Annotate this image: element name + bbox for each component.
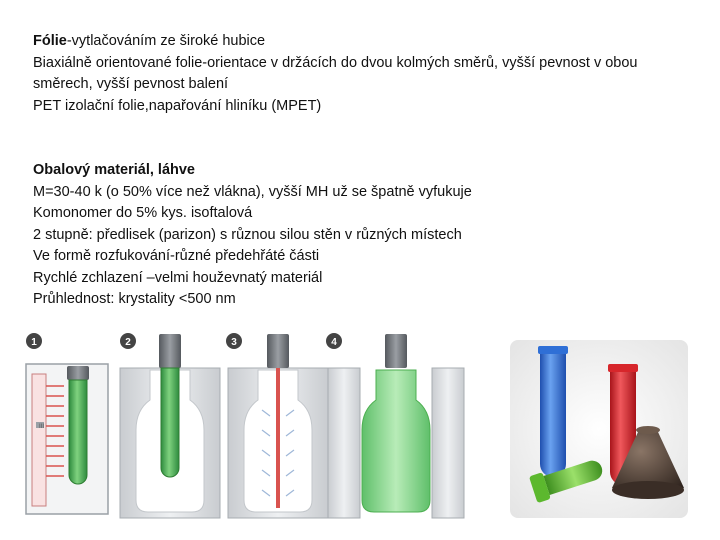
bottle-line-3: 2 stupně: předlisek (parizon) s různou silou stěn v různých místech — [33, 226, 462, 243]
step-4-label: 4 — [331, 337, 337, 348]
step-4-finished-bottle — [326, 333, 464, 518]
step-2-mold-closing — [120, 333, 220, 518]
film-line-1 — [33, 31, 693, 53]
bottle-line-4: Ve formě rozfukování-různé předehřáté části — [33, 248, 320, 264]
step-1-heating — [26, 333, 108, 514]
film-term: Fólie — [33, 33, 67, 49]
bottle-line-1: M=30-40 k (o 50% více než vlákna), vyšší MH už se špatně vyfukuje — [33, 183, 472, 200]
bottle-line-6: Průhlednost: krystality <500 nm — [33, 291, 236, 307]
film-extrusion-text: -vytlačováním ze široké hubice — [66, 33, 266, 49]
bottle-line-5: Rychlé zchlazení –velmi houževnatý materiál — [33, 269, 323, 286]
preforms-photo — [510, 340, 688, 518]
step-1-label: 1 — [31, 337, 37, 348]
bottle-heading: Obalový materiál, láhve — [33, 162, 195, 178]
bottle-line-2: Komonomer do 5% kys. isoftalová — [33, 205, 253, 221]
svg-text:III: III — [39, 424, 45, 430]
film-section — [33, 31, 693, 117]
bottle-section — [33, 160, 693, 311]
biaxial-orientation-text: Biaxiálně orientované folie-orientace v držácích do dvou kolmých směrů, vyšší pevnost v obou směrech, vyšší pevnost balení — [33, 54, 638, 92]
step-3-label: 3 — [231, 337, 237, 348]
step-2-label: 2 — [125, 337, 131, 348]
blow-molding-diagram — [22, 330, 472, 525]
step-3-stretch-blow — [226, 333, 328, 518]
pet-insulation-text: PET izolační folie,napařování hliníku (MPET) — [33, 97, 322, 114]
